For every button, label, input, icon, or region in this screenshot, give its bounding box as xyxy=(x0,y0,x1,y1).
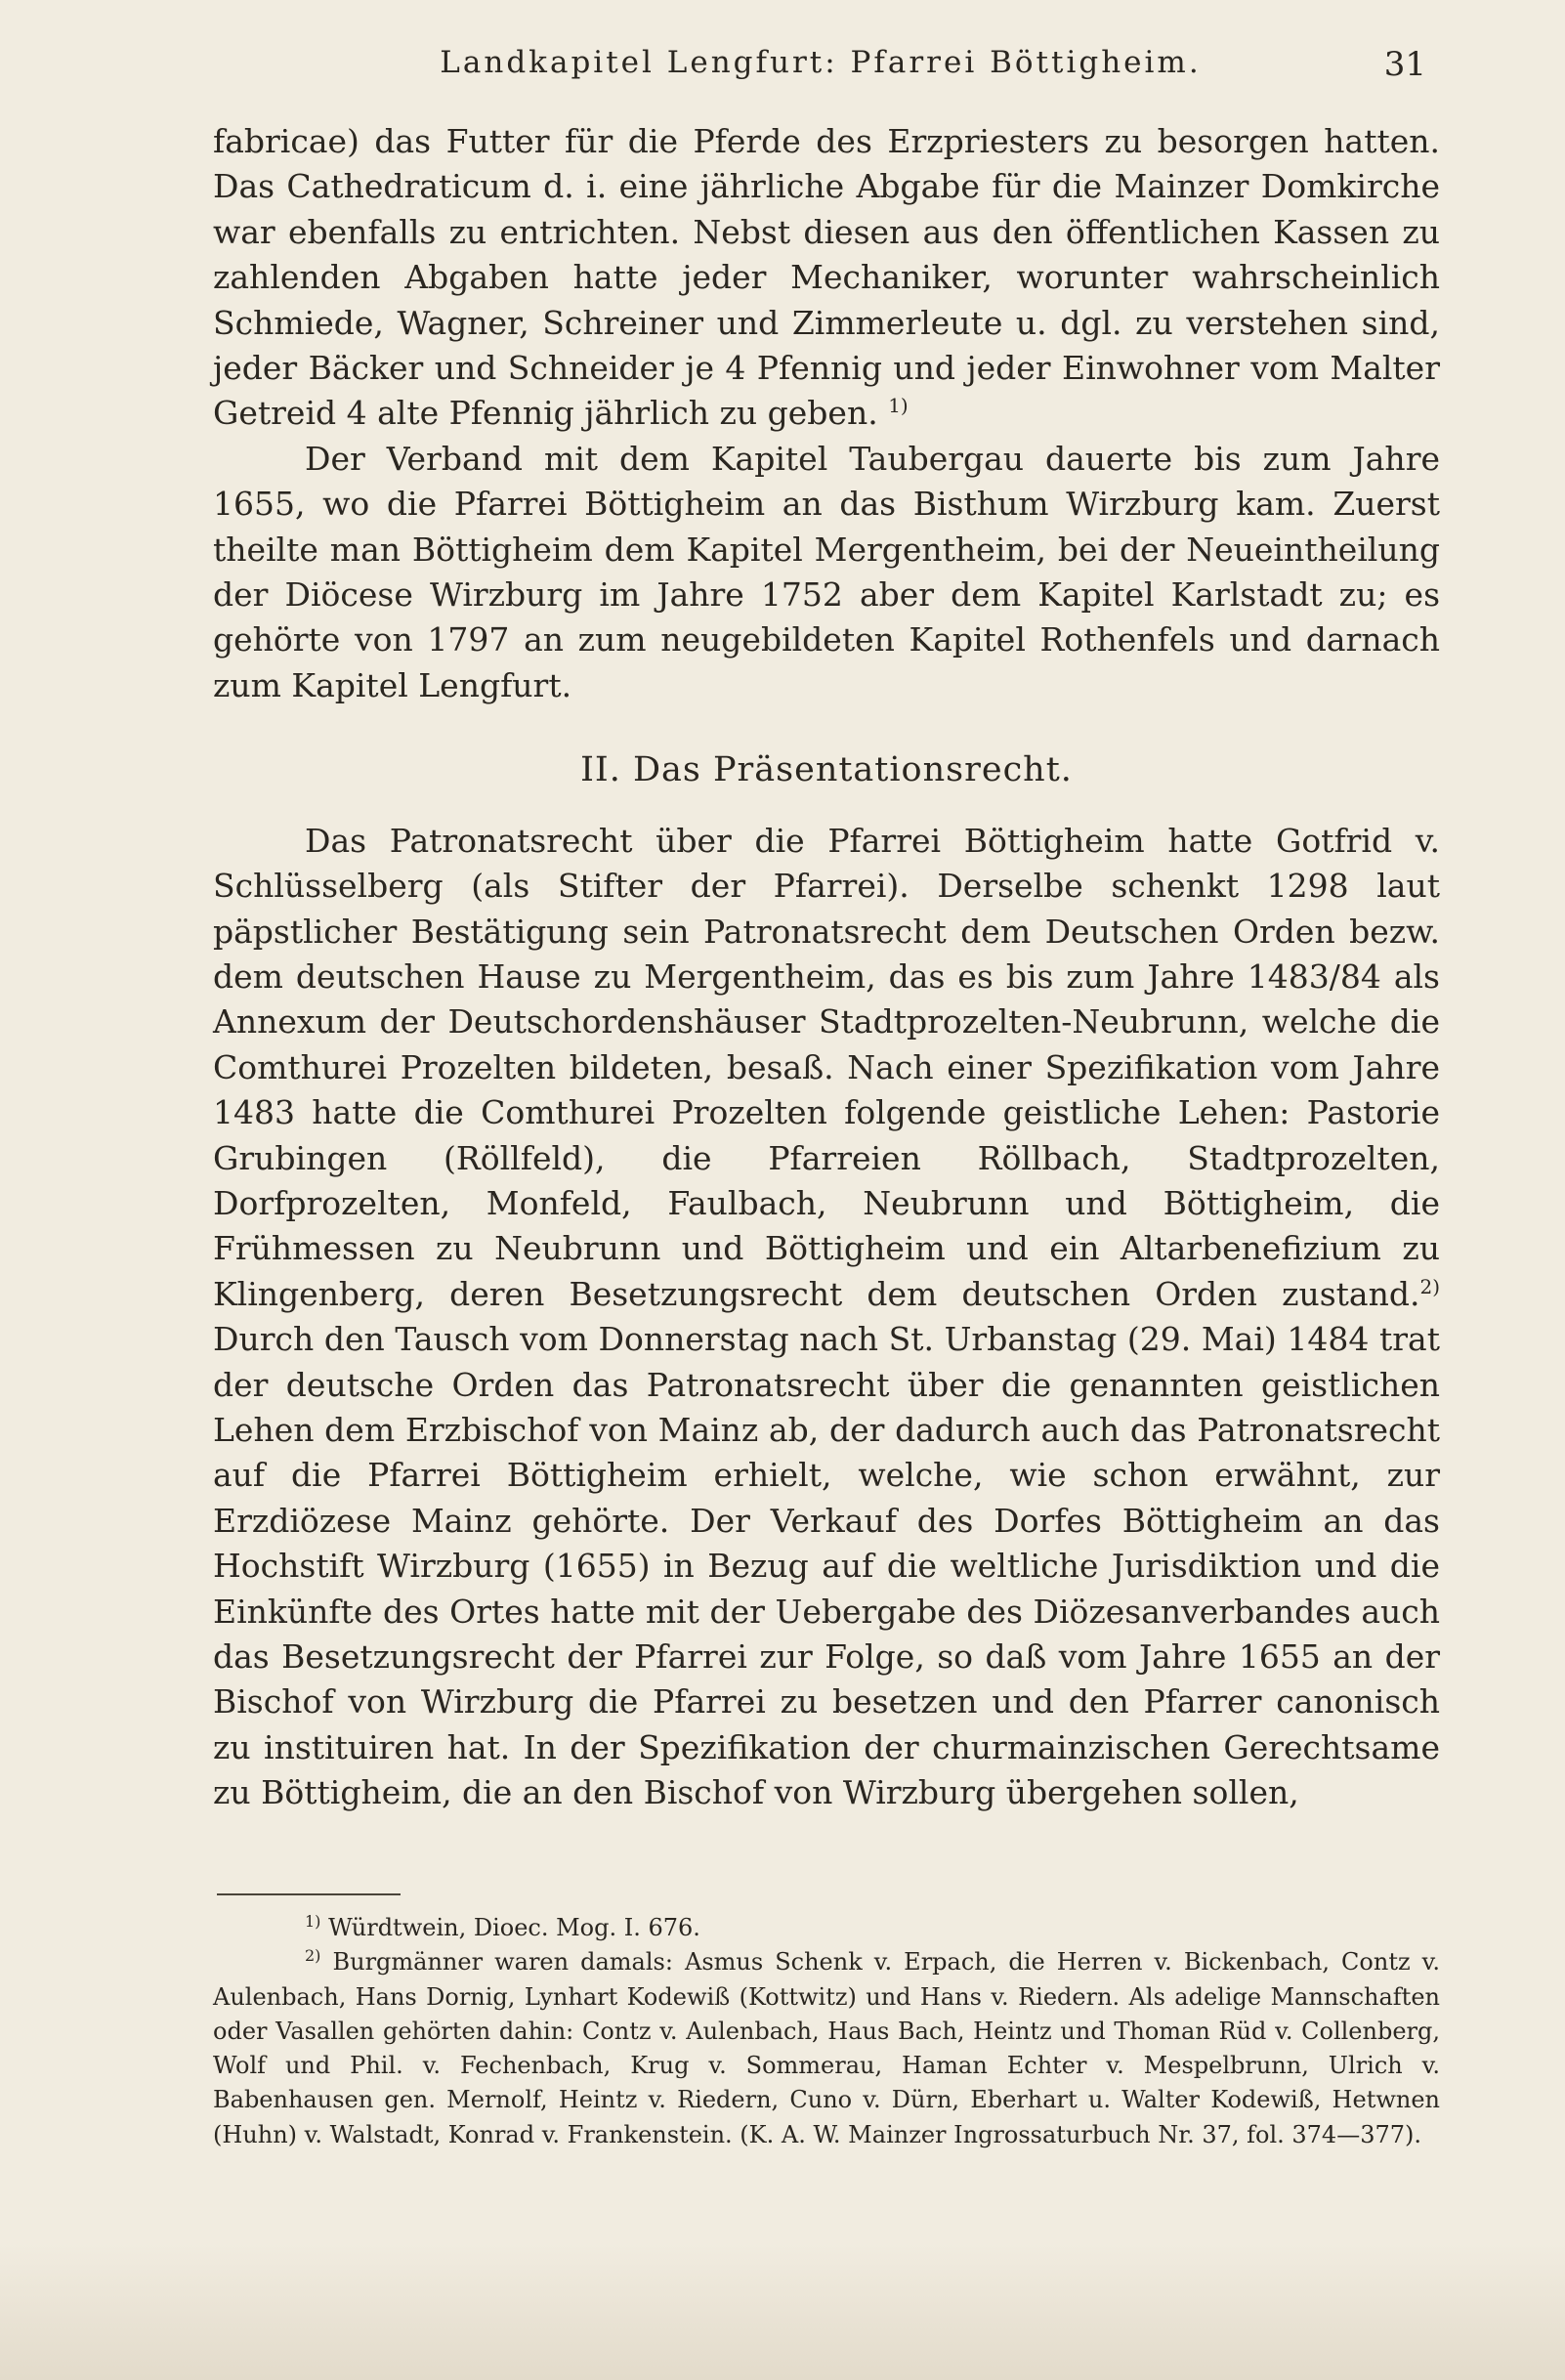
footnote-divider xyxy=(217,1893,401,1895)
paragraph-3-text-b: Durch den Tausch vom Donnerstag nach St. Urbanstag (29. Mai) 1484 trat der deutsche Orden das Patronatsrecht über die genannten geistlichen Lehen dem Erzbischof von Mainz ab, der dadurch auch das Patronatsrecht auf die Pfarrei Böttigheim erhielt, welche, wie schon erwähnt, zur Erzdiözese Mainz gehörte. Der Verkauf des Dorfes Böttigheim an das Hochstift Wirzburg (1655) in Bezug auf die weltliche Jurisdiktion und die Einkünfte des Ortes hatte mit der Uebergabe des Diözesanverbandes auch das Besetzungsrecht der Pfarrei zur Folge, so daß vom Jahre 1655 an der Bischof von Wirzburg die Pfarrei zu besetzen und den Pfarrer canonisch zu instituiren hat. In der Spezifikation der churmainzischen Gerechtsame zu Böttigheim, die an den Bischof von Wirzburg übergehen sollen, xyxy=(213,1320,1440,1812)
paragraph-3-text-a: Das Patronatsrecht über die Pfarrei Böttigheim hatte Gotfrid v. Schlüsselberg (als Stifter der Pfarrei). Derselbe schenkt 1298 laut päpstlicher Bestätigung sein Patronatsrecht dem Deutschen Orden bezw. dem deutschen Hause zu Mergentheim, das es bis zum Jahre 1483/84 als Annexum der Deutschordenshäuser Stadtprozelten-Neubrunn, welche die Comthurei Prozelten bildeten, besaß. Nach einer Spezifikation vom Jahre 1483 hatte die Comthurei Prozelten folgende geistliche Lehen: Pastorie Grubingen (Röllfeld), die Pfarreien Röllbach, Stadtprozelten, Dorfprozelten, Monfeld, Faulbach, Neubrunn und Böttigheim, die Frühmessen zu Neubrunn und Böttigheim und ein Altarbenefizium zu Klingenberg, deren Besetzungsrecht dem deutschen Orden zustand. xyxy=(213,821,1440,1313)
footnote-ref-2: 2) xyxy=(1419,1274,1440,1298)
running-head xyxy=(215,45,1426,94)
footnote-1-text: Würdtwein, Dioec. Mog. I. 676. xyxy=(328,1914,700,1941)
running-title: Landkapitel Lengfurt: Pfarrei Böttigheim. xyxy=(440,45,1202,80)
footnote-ref-1: 1) xyxy=(888,394,909,418)
footnote-1-marker: 1) xyxy=(305,1912,321,1931)
section-heading: II. Das Präsentationsrecht. xyxy=(580,750,1073,790)
paper-edge xyxy=(0,2243,1565,2380)
paragraph-2: Der Verband mit dem Kapitel Taubergau dauerte bis zum Jahre 1655, wo die Pfarrei Böttigheim an das Bisthum Wirzburg kam. Zuerst theilte man Böttigheim dem Kapitel Mergentheim, bei der Neueintheilung der Diöcese Wirzburg im Jahre 1752 aber dem Kapitel Karlstadt zu; es gehörte von 1797 an zum neugebildeten Kapitel Rothenfels und darnach zum Kapitel Lengfurt. xyxy=(213,439,1440,704)
footnote-1 xyxy=(213,1911,1440,1945)
body-text xyxy=(213,119,1440,1816)
page-number: 31 xyxy=(1383,45,1426,84)
paragraph-1 xyxy=(213,119,1440,437)
footnotes xyxy=(213,1911,1440,2152)
footnote-2-marker: 2) xyxy=(305,1946,321,1966)
footnote-2-text: Burgmänner waren damals: Asmus Schenk v. Erpach, die Herren v. Bickenbach, Contz v. Aulenbach, Hans Dornig, Lynhart Kodewiß (Kottwitz) und Hans v. Riedern. Als adelige Mannschaften oder Vasallen gehörten dahin: Contz v. Aulenbach, Haus Bach, Heintz und Thoman Rüd v. Collenberg, Wolf und Phil. v. Fechenbach, Krug v. Sommerau, Haman Echter v. Mespelbrunn, Ulrich v. Babenhausen gen. Mernolf, Heintz v. Riedern, Cuno v. Dürn, Eberhart u. Walter Kodewiß, Hetwnen (Huhn) v. Walstadt, Konrad v. Frankenstein. (K. A. W. Mainzer Ingrossaturbuch Nr. 37, fol. 374—377). xyxy=(213,1948,1440,2148)
paragraph-1-text: fabricae) das Futter für die Pferde des Erzpriesters zu besorgen hatten. Das Cathedraticum d. i. eine jährliche Abgabe für die Mainzer Domkirche war ebenfalls zu entrichten. Nebst diesen aus den öffentlichen Kassen zu zahlenden Abgaben hatte jeder Mechaniker, worunter wahrscheinlich Schmiede, Wagner, Schreiner und Zimmerleute u. dgl. zu verstehen sind, jeder Bäcker und Schneider je 4 Pfennig und jeder Einwohner vom Malter Getreid 4 alte Pfennig jährlich zu geben. xyxy=(213,122,1440,433)
paragraph-3 xyxy=(213,819,1440,1816)
footnote-2 xyxy=(213,1945,1440,2152)
